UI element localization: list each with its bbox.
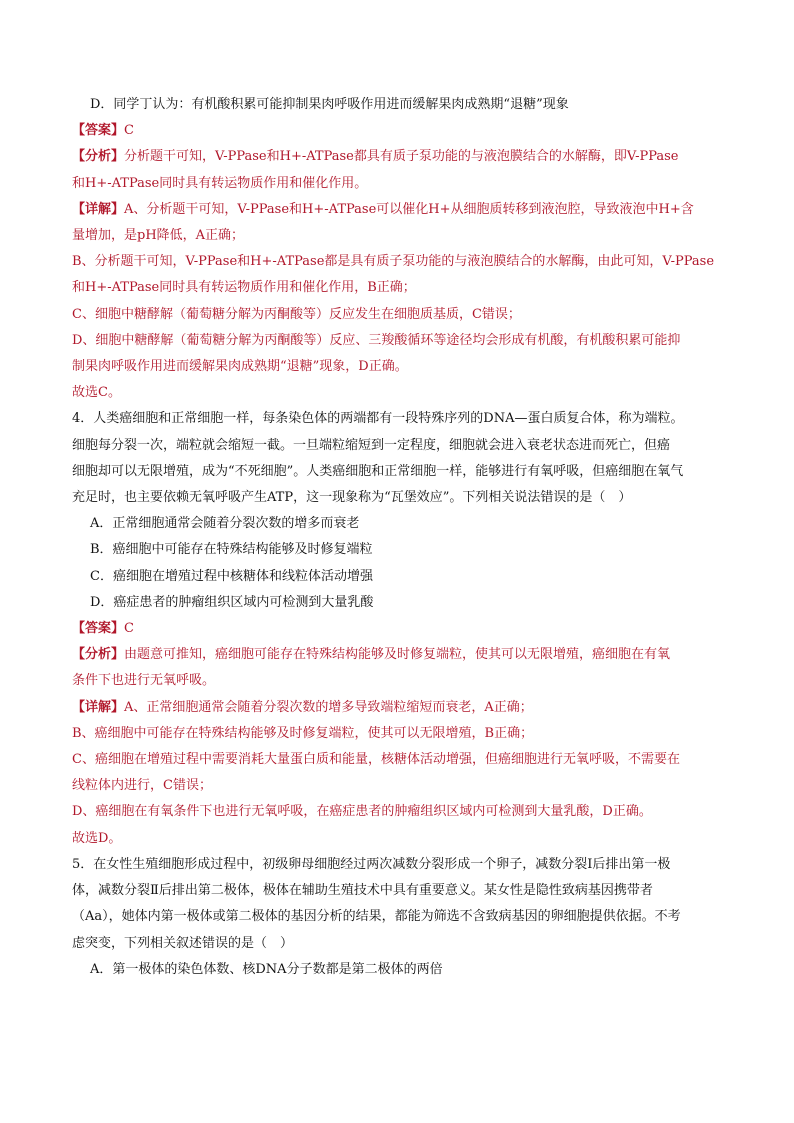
line-text: （Aa），她体内第一极体或第二极体的基因分析的结果，都能为筛选不含致病基因的卵细胞提供依据。不考: [72, 909, 681, 925]
text-line: [72, 852, 722, 878]
line-text: D、细胞中糖酵解（葡萄糖分解为丙酮酸等）反应、三羧酸循环等途径均会形成有机酸，有机酸积累可能抑: [72, 332, 681, 348]
text-line: [72, 616, 722, 642]
line-text: 故选C。: [72, 385, 121, 401]
text-line: [72, 564, 722, 590]
text-line: [72, 485, 722, 511]
section-tag: 【详解】: [72, 201, 125, 217]
line-text: D．癌症患者的肿瘤组织区域内可检测到大量乳酸: [90, 594, 374, 610]
line-text: 故选D。: [72, 830, 122, 846]
line-text: 和H+-ATPase同时具有转运物质作用和催化作用。: [72, 175, 368, 191]
text-line: [72, 171, 722, 197]
line-text: C．癌细胞在增殖过程中核糖体和线粒体活动增强: [90, 568, 373, 584]
line-text: D．同学丁认为：有机酸积累可能抑制果肉呼吸作用进而缓解果肉成熟期“退糖”现象: [90, 97, 569, 112]
text-line: [72, 92, 722, 118]
document-page: [72, 92, 722, 983]
text-line: [72, 459, 722, 485]
line-text: A．第一极体的染色体数、核DNA分子数都是第二极体的两倍: [90, 961, 443, 977]
text-line: [72, 249, 722, 275]
text-line: [72, 118, 722, 144]
section-tag: 【分析】: [72, 647, 125, 663]
section-tag: 【答案】: [72, 123, 125, 139]
line-text: 虑突变，下列相关叙述错误的是（ ）: [72, 935, 294, 951]
line-text: C: [124, 621, 134, 637]
text-line: [72, 197, 722, 223]
text-line: [72, 642, 722, 668]
text-line: [72, 931, 722, 957]
text-line: [72, 302, 722, 328]
line-text: 充足时，也主要依赖无氧呼吸产生ATP，这一现象称为“瓦堡效应”。下列相关说法错误的是（ ）: [72, 490, 632, 506]
text-line: [72, 590, 722, 616]
line-text: 体，减数分裂Ⅱ后排出第二极体，极体在辅助生殖技术中具有重要意义。某女性是隐性致病基因携带者: [72, 883, 653, 899]
text-line: [72, 878, 722, 904]
text-line: [72, 380, 722, 406]
line-text: B．癌细胞中可能存在特殊结构能够及时修复端粒: [90, 542, 373, 558]
line-text: 和H+-ATPase同时具有转运物质作用和催化作用，B正确；: [72, 280, 416, 296]
line-text: C: [124, 123, 134, 139]
text-line: [72, 957, 722, 983]
line-text: B、分析题干可知，V-PPase和H+-ATPase都是具有质子泵功能的与液泡膜结合的水解酶，由此可知，V-PPase: [72, 254, 715, 270]
line-text: 线粒体内进行，C错误；: [72, 778, 212, 794]
text-line: [72, 537, 722, 563]
text-line: [72, 904, 722, 930]
section-tag: 【答案】: [72, 621, 125, 637]
text-line: [72, 328, 722, 354]
text-line: [72, 511, 722, 537]
line-text: 由题意可推知，癌细胞可能存在特殊结构能够及时修复端粒，使其可以无限增殖，癌细胞在有氧: [124, 647, 671, 663]
text-line: [72, 275, 722, 301]
line-text: A．正常细胞通常会随着分裂次数的增多而衰老: [90, 516, 360, 532]
text-line: [72, 773, 722, 799]
line-text: A、正常细胞通常会随着分裂次数的增多导致端粒缩短而衰老，A正确；: [124, 699, 533, 715]
line-text: 制果肉呼吸作用进而缓解果肉成熟期“退糖”现象，D正确。: [72, 359, 408, 375]
text-line: [72, 223, 722, 249]
line-text: 5．在女性生殖细胞形成过程中，初级卵母细胞经过两次减数分裂形成一个卵子，减数分裂Ⅰ后排出第一极: [72, 856, 671, 872]
line-text: A、分析题干可知，V-PPase和H+-ATPase可以催化H+从细胞质转移到液泡腔，导致液泡中H+含: [124, 201, 694, 217]
section-tag: 【分析】: [72, 149, 125, 165]
line-text: 细胞每分裂一次，端粒就会缩短一截。一旦端粒缩短到一定程度，细胞就会进入衰老状态进而死亡，但癌: [72, 437, 671, 453]
line-text: 细胞却可以无限增殖，成为“不死细胞”。人类癌细胞和正常细胞一样，能够进行有氧呼吸，但癌细胞在氧气: [72, 463, 684, 479]
line-text: 条件下也进行无氧呼吸。: [72, 673, 216, 689]
text-line: [72, 799, 722, 825]
line-text: C、细胞中糖酵解（葡萄糖分解为丙酮酸等）反应发生在细胞质基质，C错误；: [72, 306, 521, 322]
line-text: C、癌细胞在增殖过程中需要消耗大量蛋白质和能量，核糖体活动增强，但癌细胞进行无氧呼吸，不需要在: [72, 752, 680, 768]
text-line: [72, 433, 722, 459]
text-line: [72, 747, 722, 773]
text-line: [72, 695, 722, 721]
text-line: [72, 668, 722, 694]
line-text: 分析题干可知，V-PPase和H+-ATPase都具有质子泵功能的与液泡膜结合的水解酶，即V-PPase: [124, 149, 679, 165]
text-line: [72, 826, 722, 852]
line-text: D、癌细胞在有氧条件下也进行无氧呼吸，在癌症患者的肿瘤组织区域内可检测到大量乳酸，D正确。: [72, 804, 652, 820]
line-text: 量增加，是pH降低，A正确；: [72, 228, 245, 244]
text-line: [72, 406, 722, 432]
text-line: [72, 354, 722, 380]
line-text: 4．人类癌细胞和正常细胞一样，每条染色体的两端都有一段特殊序列的DNA—蛋白质复合体，称为端粒。: [72, 411, 684, 427]
text-line: [72, 721, 722, 747]
line-text: B、癌细胞中可能存在特殊结构能够及时修复端粒，使其可以无限增殖，B正确；: [72, 725, 534, 741]
text-line: [72, 144, 722, 170]
section-tag: 【详解】: [72, 699, 125, 715]
